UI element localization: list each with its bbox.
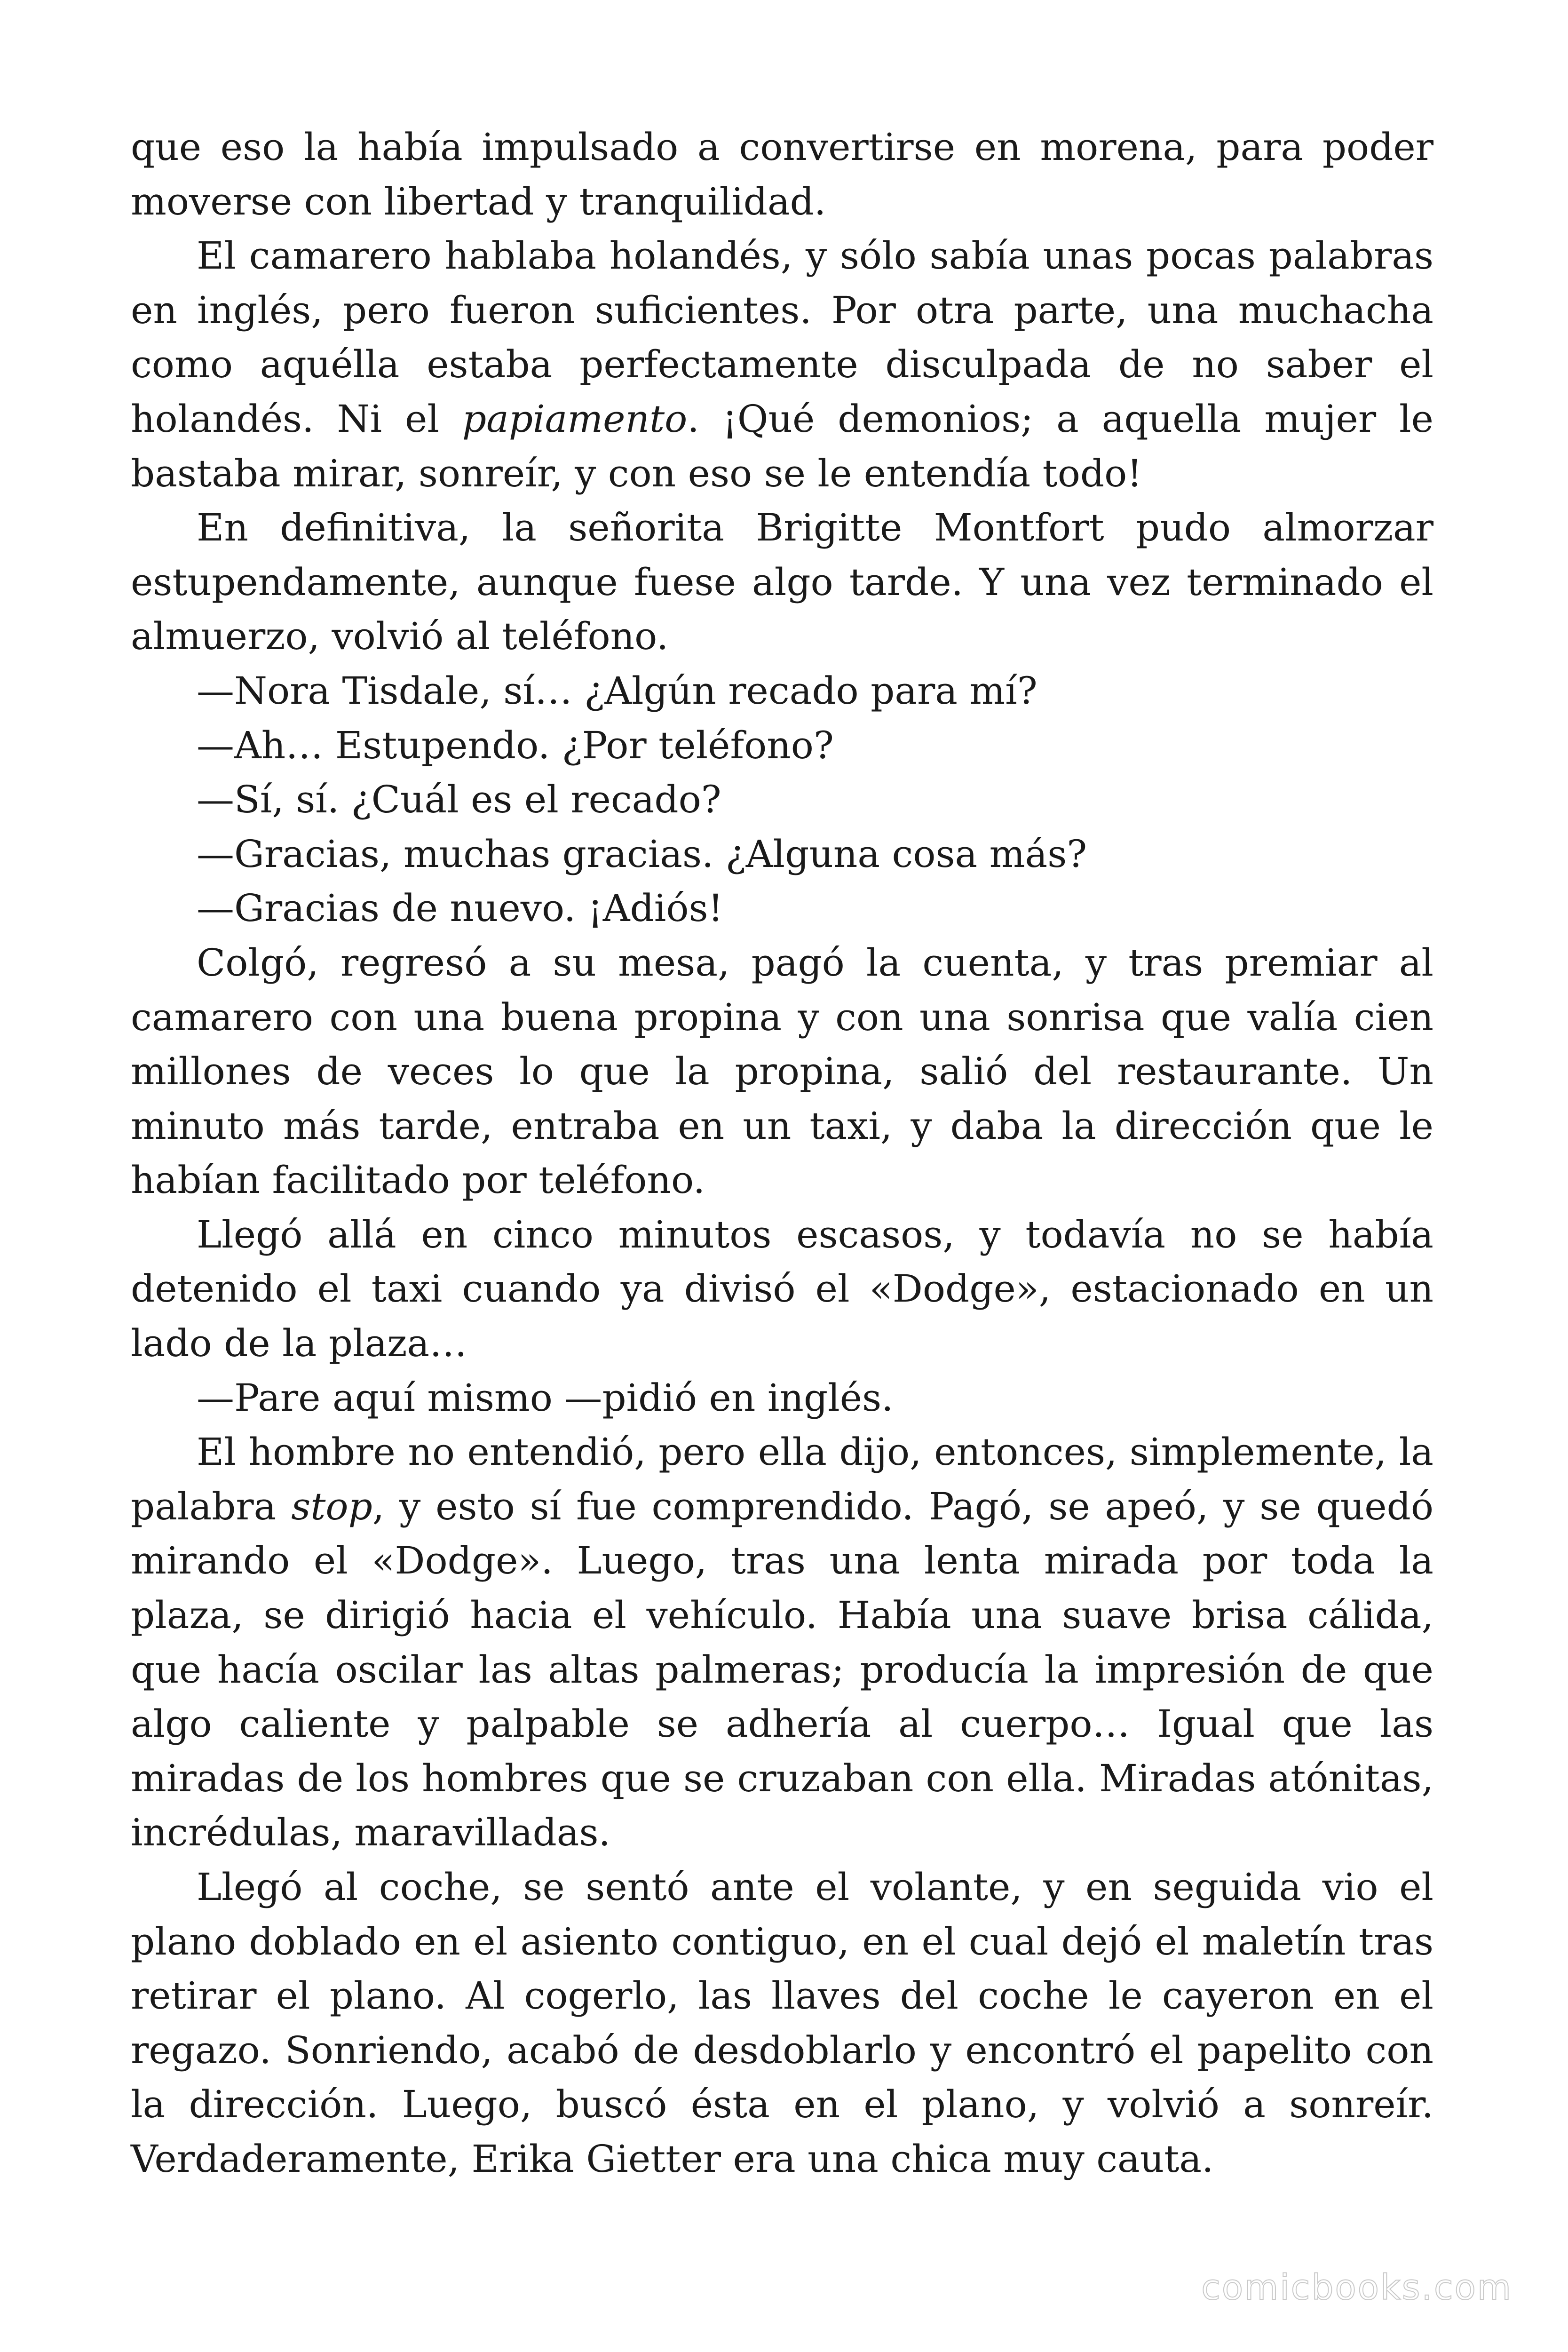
body-text <box>131 120 1433 2186</box>
paragraph-hombre <box>131 1425 1433 1860</box>
dialog-line <box>131 772 1433 827</box>
paragraph-definitiva <box>131 501 1433 664</box>
dialog-line <box>131 881 1433 936</box>
dialog-text: —Ah… Estupendo. ¿Por teléfono? <box>197 723 834 767</box>
paragraph-text: El hombre no entendió, pero ella dijo, entonces, simplemente, la palabra <box>131 1430 1433 1528</box>
paragraph-text: , y esto sí fue comprendido. Pagó, se apeó, y se quedó mirando el «Dodge». Luego, tras una lenta mirada por toda la plaza, se dirigió hacia el vehículo. Había una suave brisa cálida, que hacía oscilar las altas palmeras; producía la impresión de que algo caliente y palpable se adhería al cuerpo… Igual que las miradas de los hombres que se cruzaban con ella. Miradas atónitas, incrédulas, maravilladas. <box>131 1484 1434 1855</box>
paragraph-text: que eso la había impulsado a convertirse en morena, para poder moverse con libertad y tranquilidad. <box>131 125 1433 223</box>
dialog-text: —Gracias, muchas gracias. ¿Alguna cosa más? <box>197 832 1087 876</box>
italic-term: stop <box>291 1484 372 1528</box>
dialog-text: —Gracias de nuevo. ¡Adiós! <box>197 886 723 930</box>
dialog-line <box>131 718 1433 773</box>
paragraph-continuation <box>131 120 1433 229</box>
italic-term: papiamento <box>462 397 688 441</box>
dialog-text: —Nora Tisdale, sí… ¿Algún recado para mí? <box>197 668 1037 713</box>
paragraph-llego-alla <box>131 1208 1433 1371</box>
paragraph-text: Llegó al coche, se sentó ante el volante, y en seguida vio el plano doblado en el asiento contiguo, en el cual dejó el maletín tras retirar el plano. Al cogerlo, las llaves del coche le cayeron en el regazo. Sonriendo, acabó de desdoblarlo y encontró el papelito con la dirección. Luego, buscó ésta en el plano, y volvió a sonreír. Verdaderamente, Erika Gietter era una chica muy cauta. <box>131 1865 1433 2181</box>
paragraph-text: Llegó allá en cinco minutos escasos, y todavía no se había detenido el taxi cuando ya divisó el «Dodge», estacionado en un lado de la plaza… <box>131 1212 1433 1366</box>
paragraph-colgo <box>131 936 1433 1208</box>
dialog-line <box>131 827 1433 882</box>
paragraph-llego-coche <box>131 1860 1433 2186</box>
paragraph-text: Colgó, regresó a su mesa, pagó la cuenta, y tras premiar al camarero con una buena propina y con una sonrisa que valía cien millones de veces lo que la propina, salió del restaurante. Un minuto más tarde, entraba en un taxi, y daba la dirección que le habían facilitado por teléfono. <box>131 940 1433 1202</box>
dialog-line <box>131 664 1433 718</box>
dialog-text: —Sí, sí. ¿Cuál es el recado? <box>197 778 721 822</box>
dialog-text: —Pare aquí mismo —pidió en inglés. <box>197 1375 894 1420</box>
paragraph-camarero <box>131 229 1433 501</box>
dialog-line <box>131 1371 1433 1425</box>
paragraph-text: El camarero hablaba holandés, y sólo sabía unas pocas palabras en inglés, pero fueron suficientes. Por otra parte, una muchacha como aquélla estaba perfectamente disculpada de no saber el holandés. Ni el <box>131 234 1433 441</box>
watermark: comicbooks.com <box>1201 2267 1513 2308</box>
paragraph-text: . ¡Qué demonios; a aquella mujer le bastaba mirar, sonreír, y con eso se le entendía todo! <box>131 397 1433 495</box>
paragraph-text: En definitiva, la señorita Brigitte Montfort pudo almorzar estupendamente, aunque fuese algo tarde. Y una vez terminado el almuerzo, volvió al teléfono. <box>131 506 1433 659</box>
